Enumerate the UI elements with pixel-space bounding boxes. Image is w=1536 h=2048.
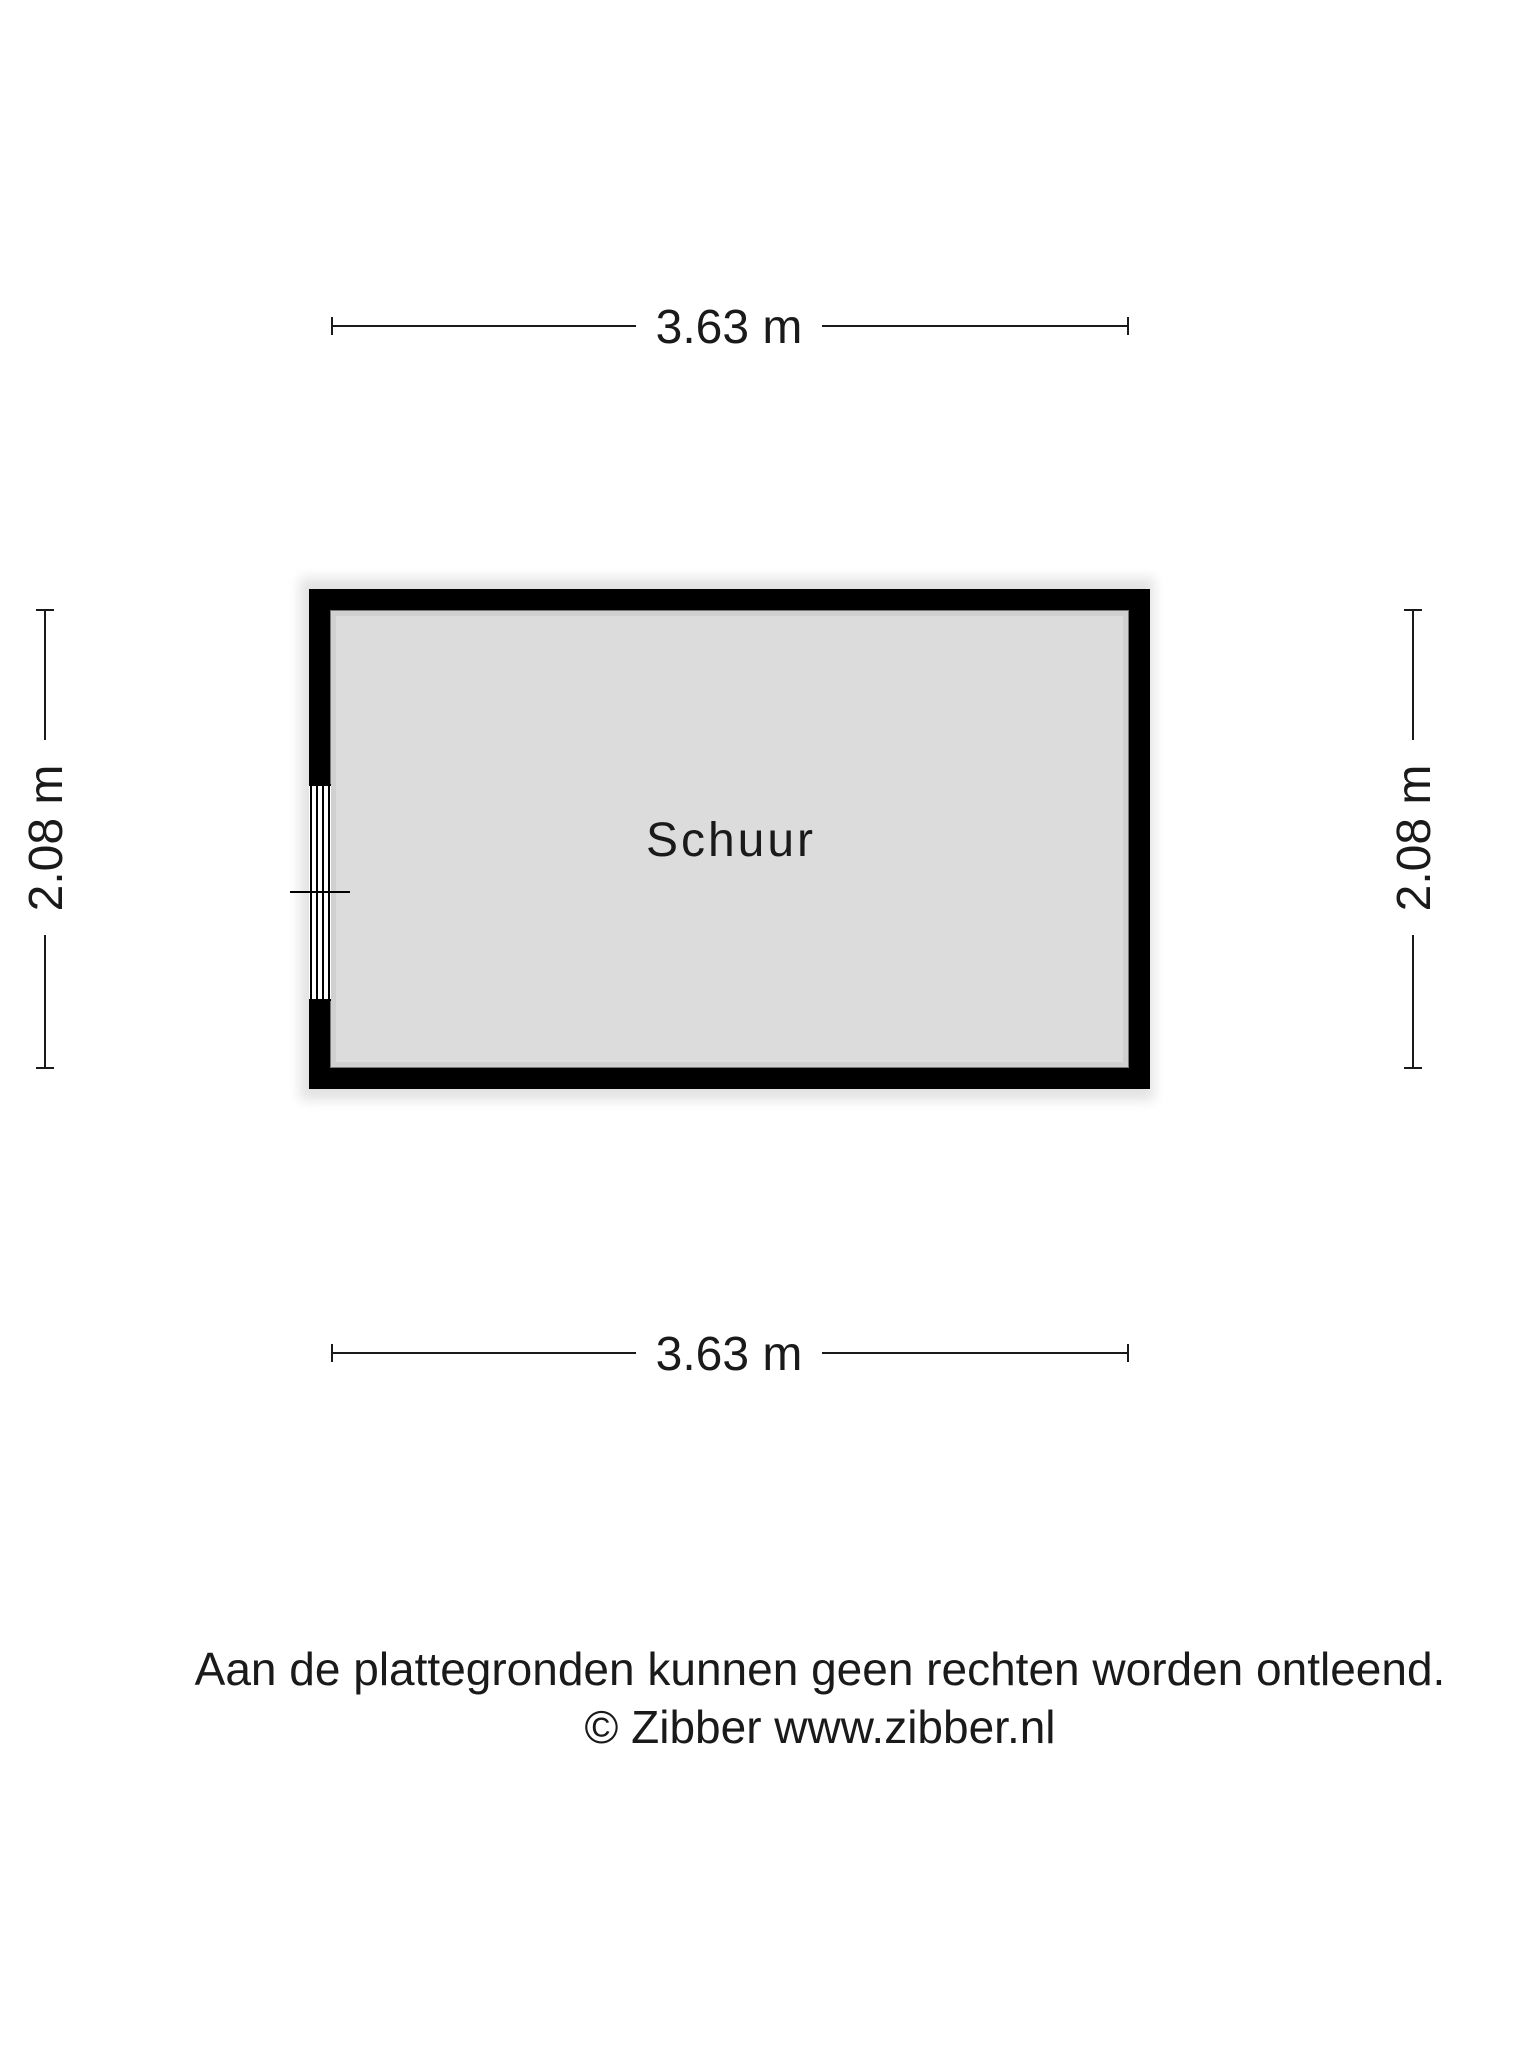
- dimension-right: [1388, 610, 1441, 1068]
- dimension-top: [332, 301, 1128, 354]
- room-schuur: [290, 578, 1154, 1100]
- dimension-bottom-label: 3.63 m: [655, 1328, 803, 1381]
- dimension-left: [20, 610, 73, 1068]
- dimension-bottom: [332, 1328, 1128, 1381]
- room-name: Schuur: [645, 814, 817, 867]
- disclaimer-text: Aan de plattegronden kunnen geen rechten worden ontleend.: [194, 1643, 1446, 1695]
- dimension-left-label: 2.08 m: [20, 764, 73, 912]
- dimension-top-label: 3.63 m: [655, 301, 803, 354]
- dimension-right-label: 2.08 m: [1388, 764, 1441, 912]
- copyright-text: © Zibber www.zibber.nl: [584, 1701, 1056, 1753]
